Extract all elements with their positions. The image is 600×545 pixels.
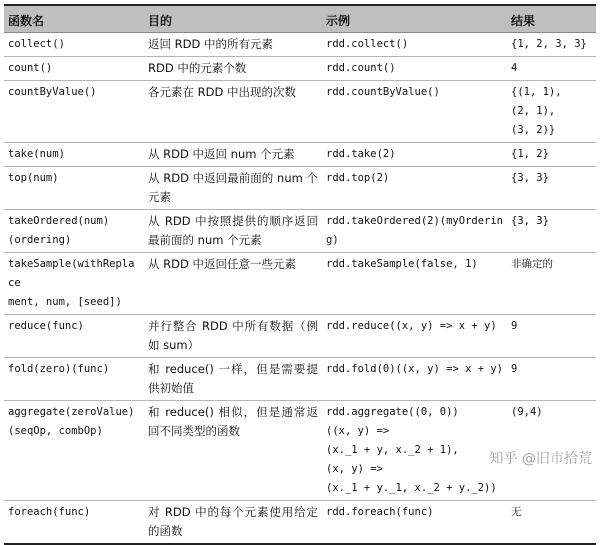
- cell-result: {(1, 1), (2, 1), (3, 2)}: [511, 86, 562, 136]
- cell-result: 非确定的: [511, 258, 553, 270]
- table-row: [4, 501, 596, 543]
- cell-function-name: countByValue(): [8, 86, 97, 98]
- cell-result: 9: [511, 320, 518, 332]
- cell-function-name: fold(zero)(func): [8, 363, 110, 375]
- cell-example: rdd.takeOrdered(2)(myOrdering): [326, 215, 504, 246]
- cell-example: rdd.top(2): [326, 172, 390, 184]
- cell-function-name: collect(): [8, 38, 65, 50]
- cell-example: rdd.fold(0)((x, y) => x + y): [326, 363, 504, 375]
- cell-purpose: 从 RDD 中按照提供的顺序返回最前面的 num 个元素: [148, 214, 318, 247]
- cell-result: 无: [511, 506, 522, 518]
- cell-purpose: 和 reduce() 相似，但是通常返回不同类型的函数: [148, 405, 318, 438]
- cell-purpose: RDD 中的元素个数: [148, 61, 247, 75]
- table-row: [4, 33, 596, 57]
- cell-function-name: takeSample(withReplace ment, num, [seed]): [8, 258, 135, 308]
- cell-result: {1, 2}: [511, 148, 549, 160]
- table-row: [4, 253, 596, 315]
- cell-purpose: 从 RDD 中返回 num 个元素: [148, 147, 295, 161]
- cell-example: rdd.countByValue(): [326, 86, 440, 98]
- cell-result: 9: [511, 363, 518, 375]
- cell-function-name: count(): [8, 62, 53, 74]
- cell-function-name: top(num): [8, 172, 59, 184]
- cell-result: {1, 2, 3, 3}: [511, 38, 587, 50]
- cell-function-name: take(num): [8, 148, 65, 160]
- table-header: [4, 6, 596, 33]
- table-row: [4, 358, 596, 401]
- cell-purpose: 从 RDD 中返回最前面的 num 个元素: [148, 171, 318, 204]
- cell-result: 4: [511, 62, 518, 74]
- table-row: [4, 167, 596, 210]
- table-row: [4, 81, 596, 143]
- cell-purpose: 返回 RDD 中的所有元素: [148, 37, 274, 51]
- cell-example: rdd.collect(): [326, 38, 409, 50]
- table-row: [4, 315, 596, 358]
- cell-function-name: aggregate(zeroValue) (seqOp, combOp): [8, 406, 135, 437]
- cell-example: rdd.aggregate((0, 0)) ((x, y) => (x._1 + y, x._2 + 1), (x, y) => (x._1 + y._1, x._2 + y._2)): [326, 406, 497, 494]
- cell-purpose: 和 reduce() 一样，但是需要提供初始值: [148, 362, 318, 395]
- cell-result: {3, 3}: [511, 215, 549, 227]
- cell-example: rdd.foreach(func): [326, 506, 434, 518]
- table-row: [4, 210, 596, 253]
- cell-example: rdd.reduce((x, y) => x + y): [326, 320, 497, 332]
- header-result: 结果: [511, 14, 536, 28]
- cell-purpose: 各元素在 RDD 中出现的次数: [148, 85, 297, 99]
- cell-result: (9,4): [511, 406, 543, 418]
- cell-purpose: 并行整合 RDD 中所有数据（例如 sum）: [148, 319, 318, 352]
- table-row: [4, 57, 596, 81]
- cell-function-name: takeOrdered(num) (ordering): [8, 215, 110, 246]
- cell-example: rdd.count(): [326, 62, 396, 74]
- cell-example: rdd.take(2): [326, 148, 396, 160]
- header-function-name: 函数名: [8, 14, 45, 28]
- cell-result: {3, 3}: [511, 172, 549, 184]
- cell-function-name: reduce(func): [8, 320, 84, 332]
- watermark: 知乎 @旧市拾荒: [489, 451, 592, 467]
- header-purpose: 目的: [148, 14, 173, 28]
- cell-purpose: 从 RDD 中返回任意一些元素: [148, 257, 297, 271]
- header-example: 示例: [326, 14, 351, 28]
- cell-function-name: foreach(func): [8, 506, 91, 518]
- table-row: [4, 143, 596, 167]
- cell-purpose: 对 RDD 中的每个元素使用给定的函数: [148, 505, 318, 538]
- cell-example: rdd.takeSample(false, 1): [326, 258, 478, 270]
